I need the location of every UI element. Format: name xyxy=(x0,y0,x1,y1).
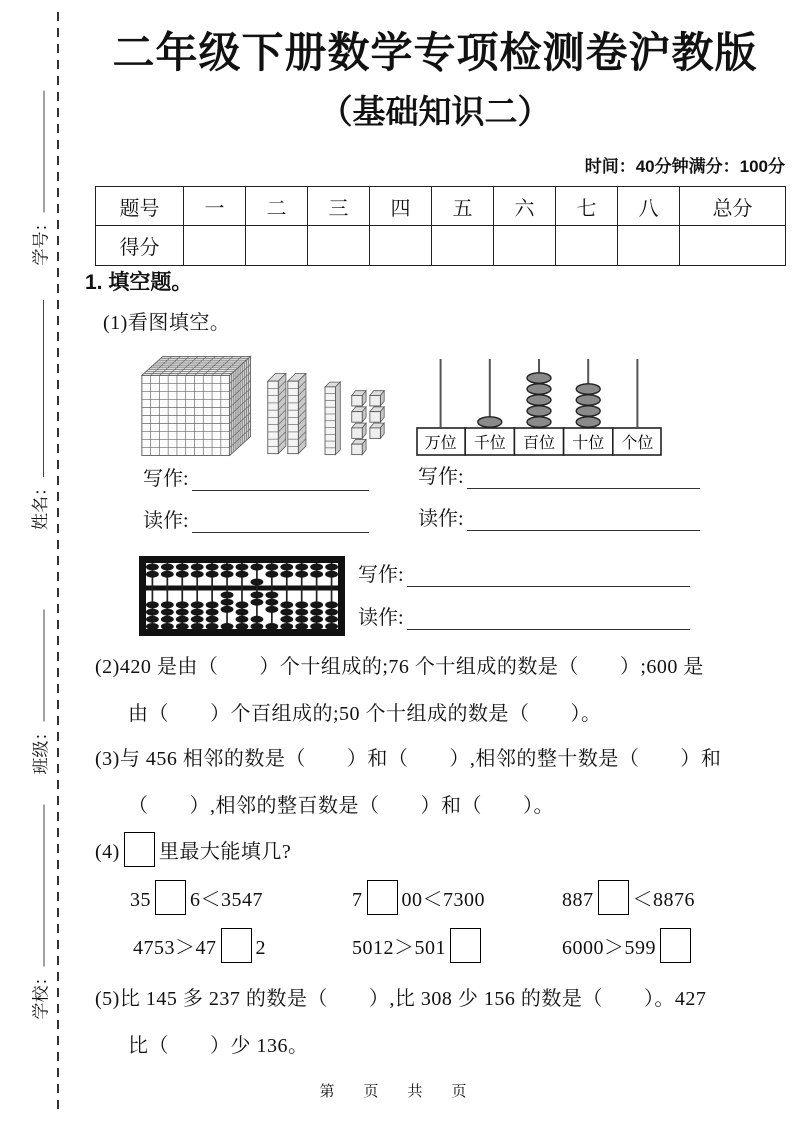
read-blank xyxy=(192,514,369,533)
inequality-text: 7 xyxy=(352,889,363,911)
score-cell xyxy=(556,226,618,266)
inequality-text: 887 xyxy=(562,889,594,911)
student-id-label: 学号： xyxy=(31,214,50,266)
inequality-text: 6000＞599 xyxy=(562,937,656,959)
write-blank xyxy=(467,470,700,489)
q3-line1: (3)与 456 相邻的数是（ ）和（ ）,相邻的整十数是（ ）和 xyxy=(95,748,722,770)
inequality-text: 00＜7300 xyxy=(401,889,485,911)
place-value-shi: 十位 xyxy=(572,435,605,452)
place-value-ge: 个位 xyxy=(621,435,654,452)
place-value-bai: 百位 xyxy=(522,435,556,452)
score-header-cell: 四 xyxy=(370,187,432,226)
write-label: 写作: xyxy=(418,466,464,488)
blank-box xyxy=(155,880,186,915)
write-blank xyxy=(192,472,369,491)
q4-inequality-2 xyxy=(352,880,485,915)
q1-label: (1)看图填空。 xyxy=(103,312,231,334)
score-header-cell: 六 xyxy=(494,187,556,226)
dashed-cut-line xyxy=(57,12,59,1110)
q4-inequality-3 xyxy=(562,880,695,915)
class-blank xyxy=(33,610,44,722)
blocks-read-row xyxy=(143,504,369,533)
school-field xyxy=(28,805,50,1020)
score-header-cell: 二 xyxy=(246,187,308,226)
score-header-cell: 题号 xyxy=(96,187,184,226)
read-label: 读作: xyxy=(358,607,404,629)
score-cell xyxy=(432,226,494,266)
page-subtitle: （基础知识二） xyxy=(319,93,551,130)
student-id-blank xyxy=(33,91,44,213)
blocks-write-row xyxy=(143,462,369,491)
score-table-score-row xyxy=(96,226,786,266)
student-name-field xyxy=(27,300,49,530)
inequality-text: 35 xyxy=(130,889,151,911)
student-name-blank xyxy=(33,300,44,477)
place-value-label-row xyxy=(417,428,661,455)
score-cell xyxy=(494,226,556,266)
score-cell xyxy=(618,226,680,266)
score-cell xyxy=(246,226,308,266)
school-label: 学校： xyxy=(31,968,50,1020)
blank-box xyxy=(367,880,398,915)
read-label: 读作: xyxy=(418,508,464,530)
time-limit-note: 时间：40分钟满分：100分 xyxy=(584,157,785,176)
q4-question-text: 里最大能填几? xyxy=(158,841,292,863)
q3-line2: （ ）,相邻的整百数是（ ）和（ ）。 xyxy=(128,795,554,817)
score-cell xyxy=(680,226,786,266)
place-value-counter-image xyxy=(416,356,662,458)
section-1-heading: 1. 填空题。 xyxy=(85,271,193,294)
place-value-wan: 万位 xyxy=(424,435,457,452)
blank-box xyxy=(660,928,691,963)
q4-heading xyxy=(95,832,291,867)
q5-line1: (5)比 145 多 237 的数是（ ）,比 308 少 156 的数是（ ）。427 xyxy=(95,988,707,1010)
page-footer: 第 页 共 页 xyxy=(319,1083,474,1100)
counter-write-row xyxy=(418,460,700,489)
inequality-text: 4753＞47 xyxy=(133,937,217,959)
score-table xyxy=(95,186,786,266)
score-row-label: 得分 xyxy=(96,226,184,266)
score-header-cell: 三 xyxy=(308,187,370,226)
score-header-cell: 一 xyxy=(184,187,246,226)
score-cell xyxy=(308,226,370,266)
write-label: 写作: xyxy=(143,468,189,490)
blank-box xyxy=(124,832,155,867)
q5-line2: 比（ ）少 136。 xyxy=(128,1035,309,1057)
q4-inequality-1 xyxy=(130,880,263,915)
place-value-qian: 千位 xyxy=(473,435,506,452)
q2-line2: 由（ ）个百组成的;50 个十组成的数是（ ）。 xyxy=(128,703,602,725)
page-title: 二年级下册数学专项检测卷沪教版 xyxy=(112,29,758,76)
q4-number: (4) xyxy=(95,841,120,863)
abacus-read-row xyxy=(358,601,690,630)
write-blank xyxy=(407,568,690,587)
score-header-cell: 八 xyxy=(618,187,680,226)
score-header-cell: 七 xyxy=(556,187,618,226)
q2-line1: (2)420 是由（ ）个十组成的;76 个十组成的数是（ ）;600 是 xyxy=(95,656,704,678)
read-label: 读作: xyxy=(143,510,189,532)
blank-box xyxy=(450,928,481,963)
class-field xyxy=(28,610,50,775)
q4-inequality-6 xyxy=(562,928,695,963)
q4-inequality-4 xyxy=(133,928,266,963)
base-ten-blocks-image xyxy=(138,346,388,464)
score-table-header-row xyxy=(96,187,786,226)
write-label: 写作: xyxy=(358,564,404,586)
read-blank xyxy=(407,611,690,630)
score-cell xyxy=(184,226,246,266)
inequality-text: 6＜3547 xyxy=(190,889,263,911)
inequality-text: 2 xyxy=(255,937,266,959)
abacus-write-row xyxy=(358,558,690,587)
score-header-cell: 总分 xyxy=(680,187,786,226)
read-blank xyxy=(467,512,700,531)
q4-inequality-5 xyxy=(352,928,485,963)
score-header-cell: 五 xyxy=(432,187,494,226)
student-id-field xyxy=(28,91,50,266)
inequality-text: ＜8876 xyxy=(632,889,695,911)
score-cell xyxy=(370,226,432,266)
inequality-text: 5012＞501 xyxy=(352,937,446,959)
student-name-label: 姓名： xyxy=(30,479,50,530)
class-label: 班级： xyxy=(31,723,50,775)
abacus-image xyxy=(139,556,345,636)
blank-box xyxy=(221,928,252,963)
school-blank xyxy=(33,805,44,967)
blank-box xyxy=(598,880,629,915)
counter-read-row xyxy=(418,502,700,531)
